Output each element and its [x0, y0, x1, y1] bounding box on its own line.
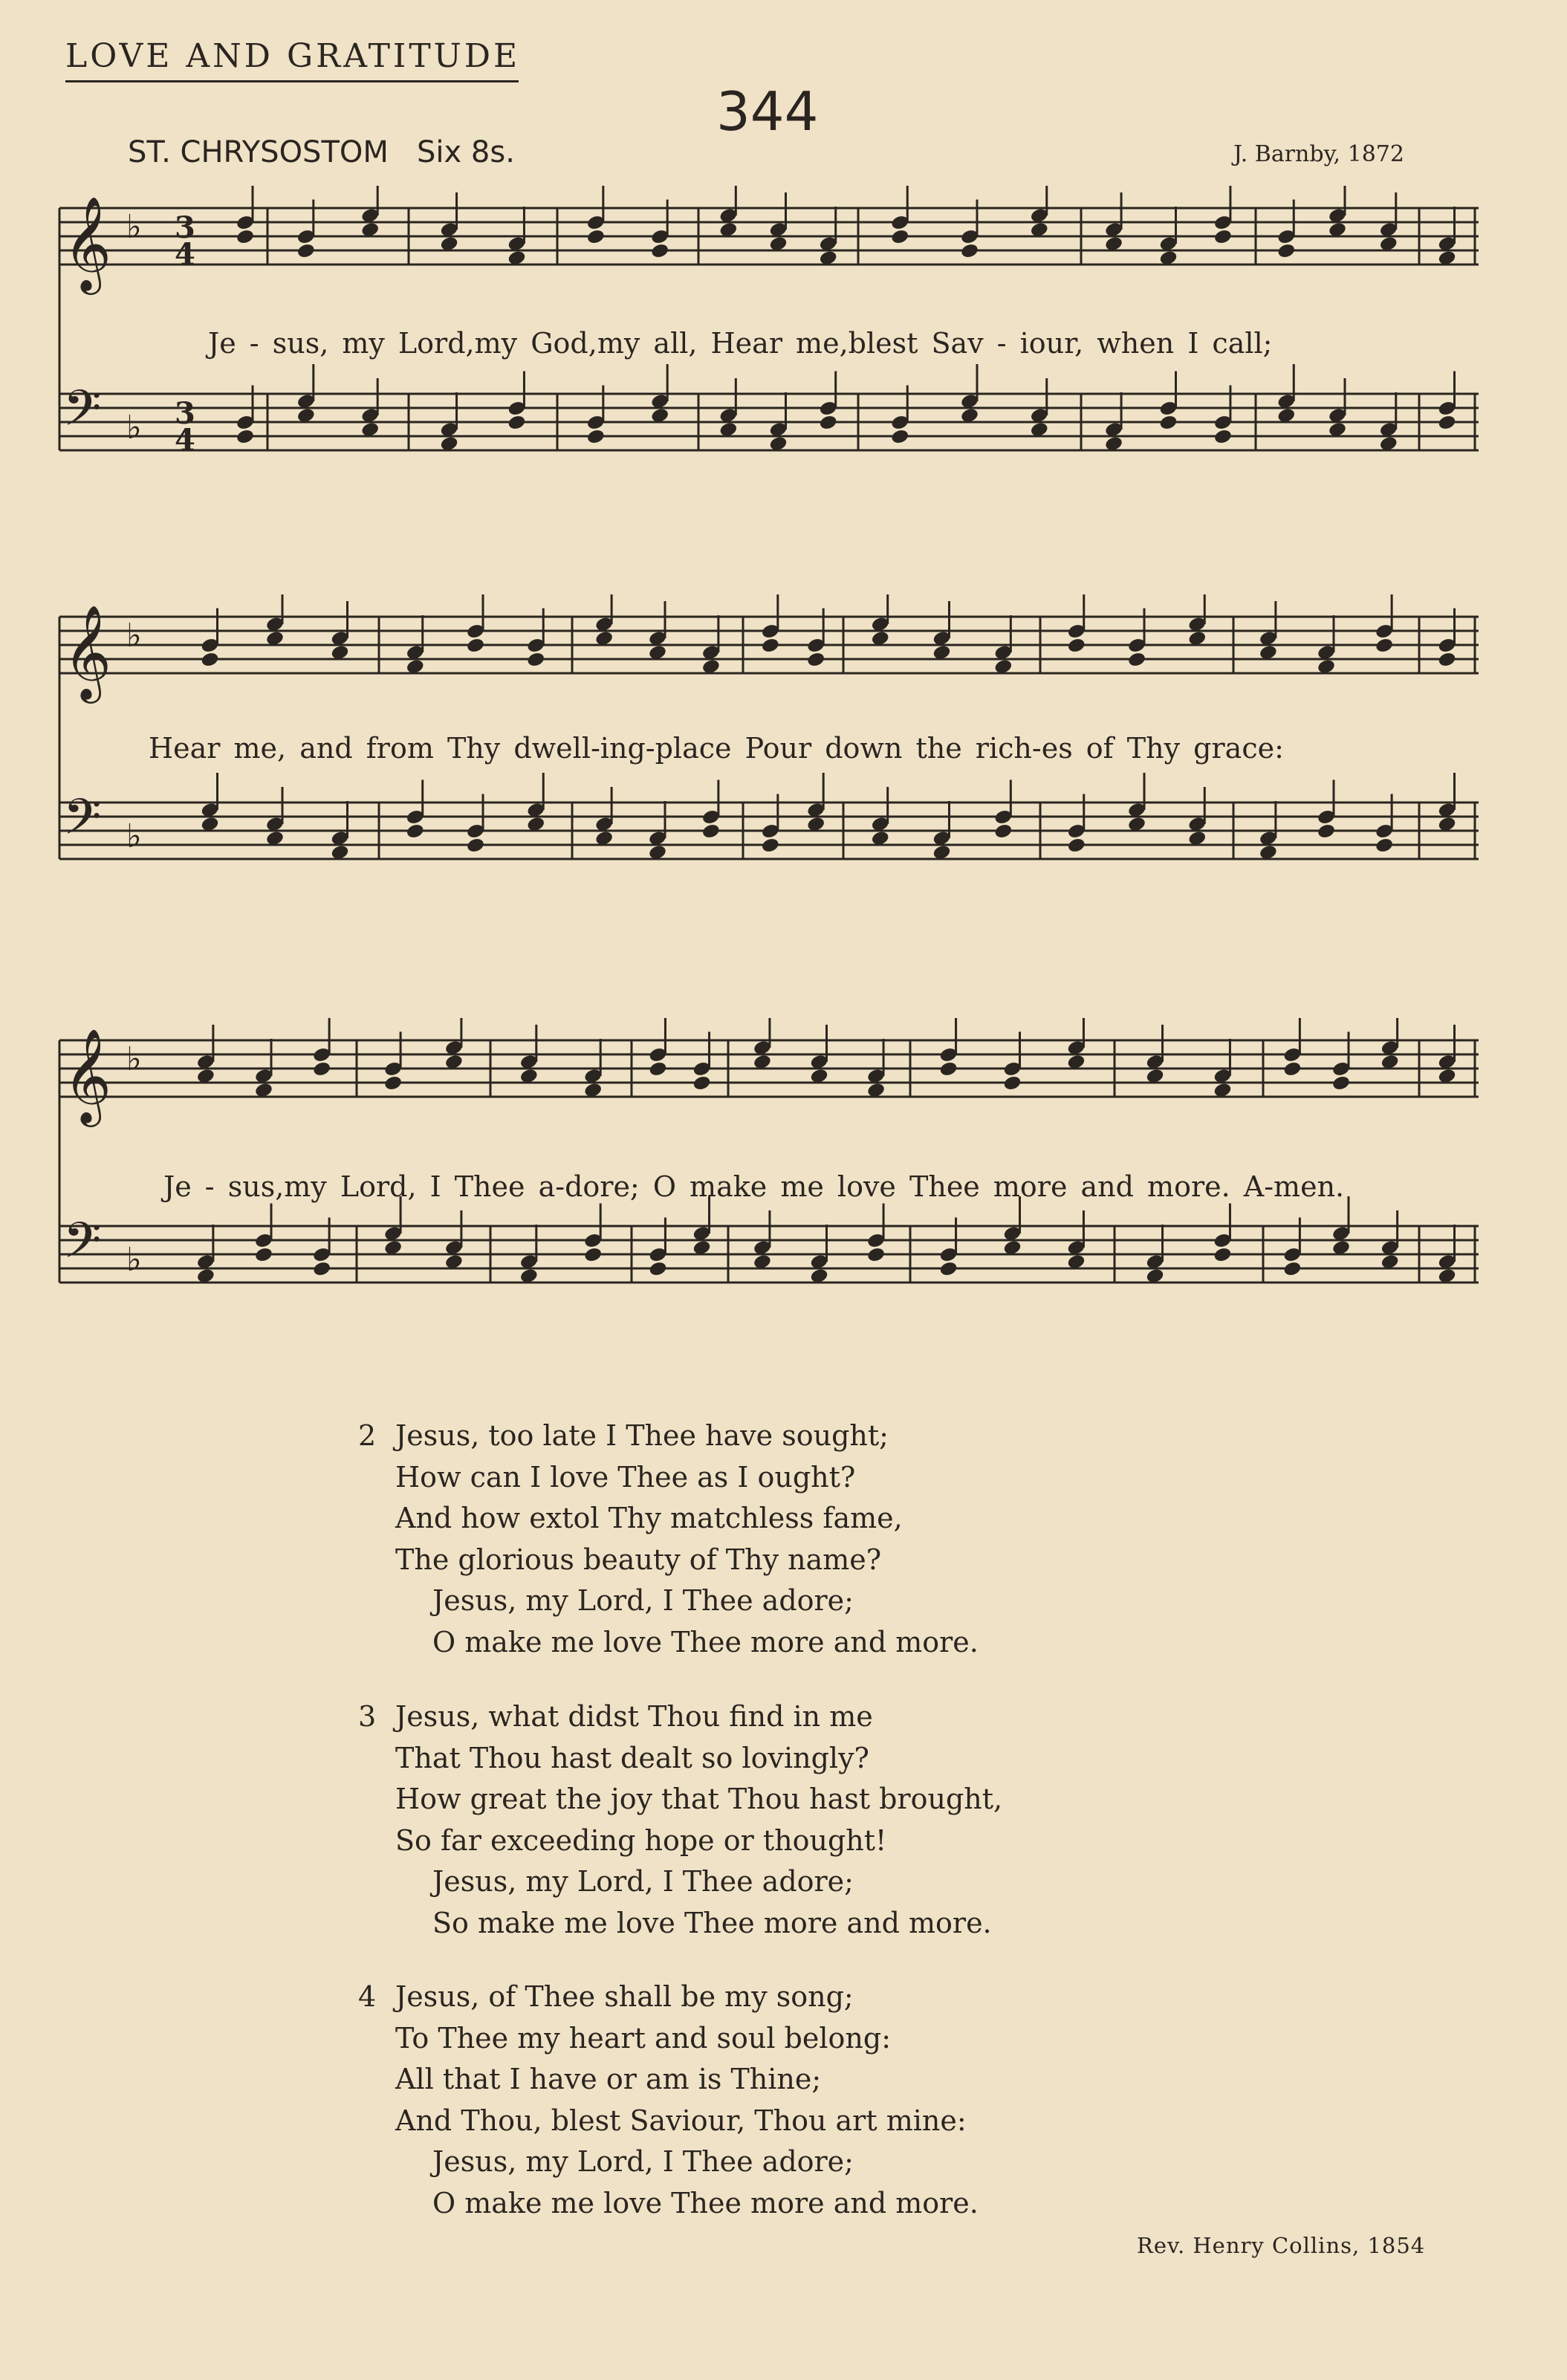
treble-notes	[196, 1018, 1457, 1098]
treble-clef-icon: 𝄞	[63, 195, 112, 291]
verse-number: 2	[358, 1419, 377, 1452]
key-signature-flat-icon: ♭	[126, 817, 142, 855]
verse-refrain-line: So make me love Thee more and more.	[432, 1906, 992, 1939]
hymn-number: 344	[716, 80, 819, 143]
time-signature-top: 3	[175, 396, 195, 431]
treble-clef-icon: 𝄞	[63, 604, 112, 699]
verse-refrain-line: O make me love Thee more and more.	[432, 1625, 979, 1658]
bass-clef-icon: 𝄢	[63, 1212, 102, 1281]
verse-line: Jesus, too late I Thee have sought;	[395, 1419, 889, 1452]
music-lyrics-line-3: Je - sus,my Lord, I Thee a-dore; O make me love Thee more and more. A-men.	[163, 1170, 1345, 1203]
time-signature-bottom: 4	[175, 423, 195, 458]
verse-line: And how extol Thy matchless fame,	[395, 1502, 903, 1534]
verse-refrain-line: Jesus, my Lord, I Thee adore;	[432, 1584, 854, 1617]
treble-notes	[236, 186, 1457, 266]
music-lyrics-line-2: Hear me, and from Thy dwell-ing-place Pour down the rich-es of Thy grace:	[149, 732, 1284, 765]
time-signature-bottom: 4	[175, 237, 195, 272]
verse-line: Jesus, of Thee shall be my song;	[395, 1980, 854, 2013]
tune-name: ST. CHRYSOSTOM Six 8s.	[128, 135, 515, 169]
key-signature-flat-icon: ♭	[126, 1241, 142, 1279]
verse-line: The glorious beauty of Thy name?	[395, 1543, 882, 1576]
composer-credit: J. Barnby, 1872	[1233, 141, 1404, 167]
section-label: LOVE AND GRATITUDE	[65, 37, 521, 75]
section-rule	[65, 80, 519, 82]
key-signature-flat-icon: ♭	[126, 617, 142, 655]
verse-number: 4	[358, 1980, 377, 2013]
verse-line: And Thou, blest Saviour, Thou art mine:	[395, 2104, 967, 2137]
bass-staff	[59, 394, 1479, 450]
verse-line: All that I have or am is Thine;	[395, 2063, 822, 2095]
treble-staff	[59, 208, 1479, 265]
time-signature-top: 3	[175, 210, 195, 245]
verse-line: Jesus, what didst Thou find in me	[395, 1700, 873, 1733]
verse-line: So far exceeding hope or thought!	[395, 1823, 887, 1857]
verse-line: To Thee my heart and soul belong:	[395, 2021, 892, 2055]
key-signature-flat-icon: ♭	[126, 208, 142, 246]
bass-clef-icon: 𝄢	[63, 380, 102, 449]
key-signature-flat-icon: ♭	[126, 1040, 142, 1078]
verse-line: How can I love Thee as I ought?	[395, 1460, 856, 1494]
verse-refrain-line: O make me love Thee more and more.	[432, 2186, 979, 2220]
verse-refrain-line: Jesus, my Lord, I Thee adore;	[432, 2145, 854, 2178]
treble-notes	[200, 594, 1456, 675]
bass-clef-icon: 𝄢	[63, 788, 102, 857]
verse-2	[358, 1416, 979, 1663]
verse-number: 3	[358, 1700, 377, 1733]
text-author-credit: Rev. Henry Collins, 1854	[1137, 2233, 1426, 2258]
verse-line: That Thou hast dealt so lovingly?	[395, 1741, 869, 1774]
verse-4	[358, 1977, 979, 2224]
key-signature-flat-icon: ♭	[126, 409, 142, 447]
verse-line: How great the joy that Thou hast brought,	[395, 1783, 1003, 1815]
music-lyrics-line-1: Je - sus, my Lord,my God,my all, Hear me,blest Sav - iour, when I call;	[208, 327, 1273, 360]
verse-refrain-line: Jesus, my Lord, I Thee adore;	[432, 1865, 854, 1898]
verse-3	[358, 1696, 1002, 1944]
treble-clef-icon: 𝄞	[63, 1028, 112, 1123]
